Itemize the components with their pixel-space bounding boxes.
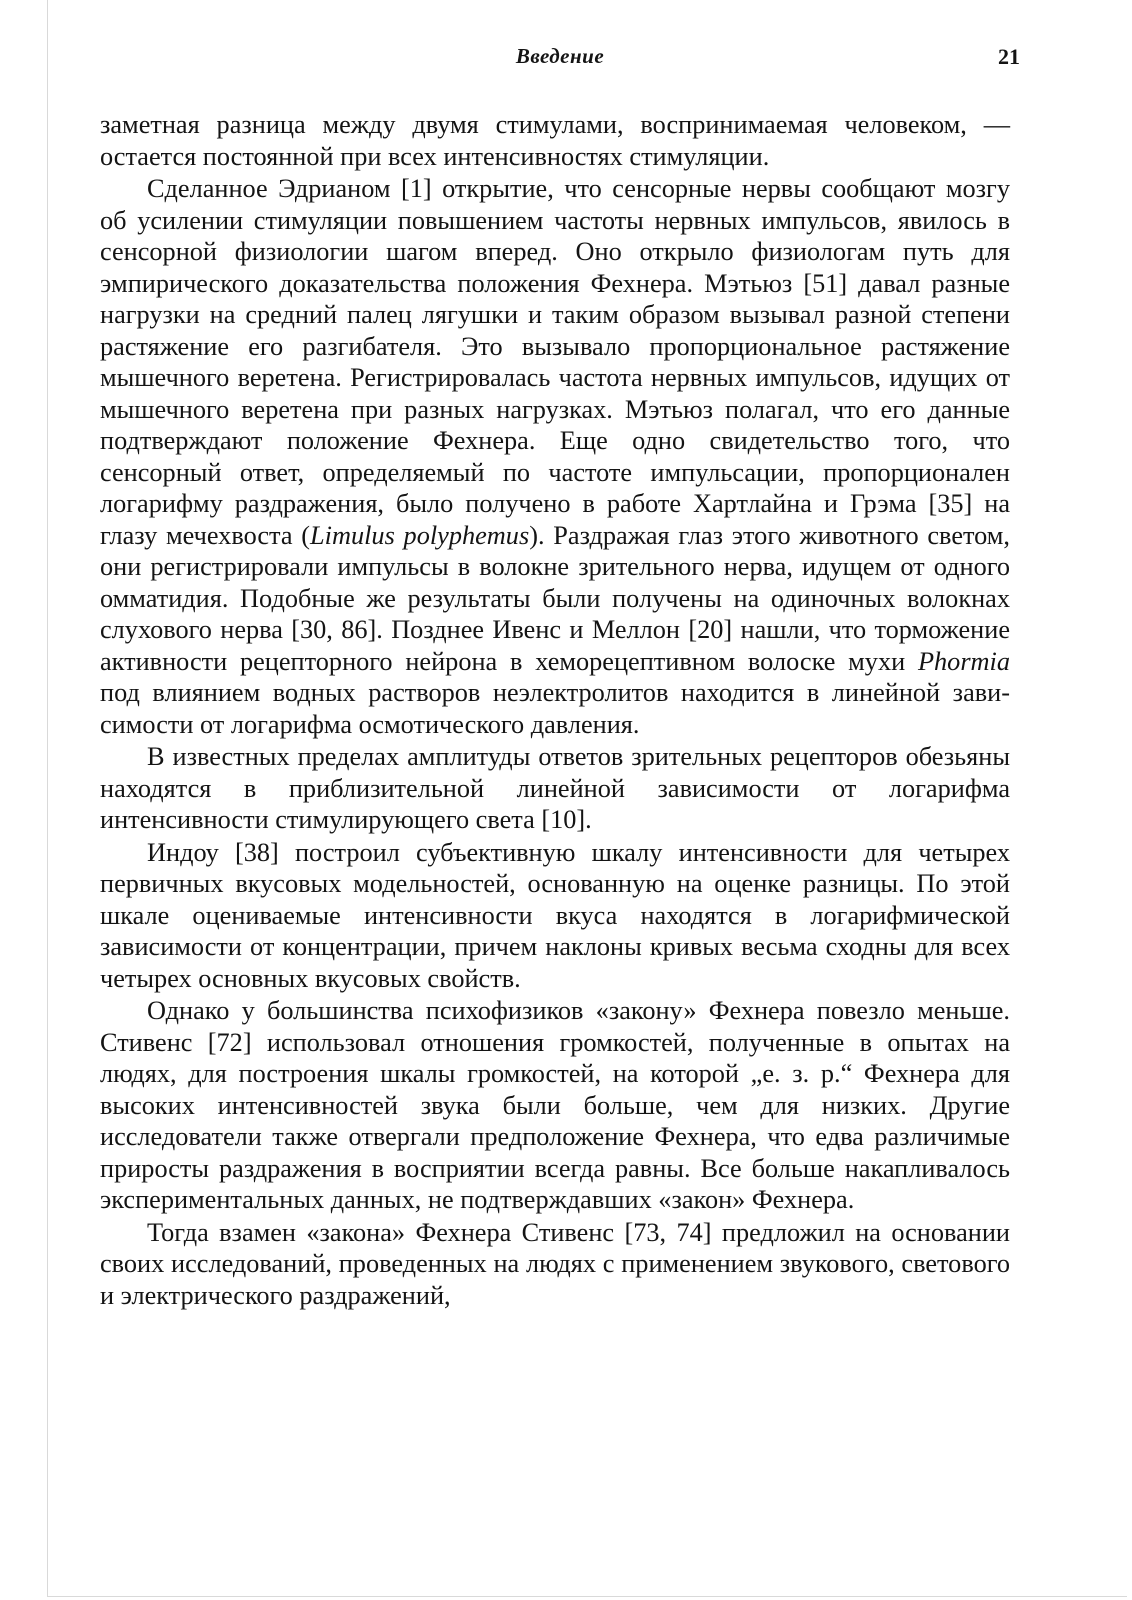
paragraph-psychophysicists: Однако у большинства психофизиков «закону» Фехнера повезло меньше. Стивенс [72] использовал отношения громкостей, полученные в опытах на людях, для построения шкалы громкостей, на которой „е. з. р.“ Фехнера для высоких интенсивностей звука были больше, чем для низких. Другие исследователи также отвергали предположение Фехнера, что едва различимые приросты раздражения в восприятии всегда равны. Все больше накапливалось экспериментальных данных, не подтверждавших «закон» Фехнера.	[100, 996, 1010, 1214]
section-title: Введение	[515, 44, 605, 68]
running-head	[100, 44, 1020, 74]
body-text	[100, 109, 1010, 1311]
paragraph-indow: Индоу [38] построил субъективную шкалу интенсивности для четырех первичных вкусовых модельностей, основанную на оценке разницы. По этой шкале оцениваемые интенсивности вкуса находятся в логарифмической зависимости от концентрации, причем наклоны кривых весьма сходны для всех четырех основных вкусовых свойств.	[100, 837, 1010, 993]
paragraph-adrian: Сделанное Эдрианом [1] открытие, что сенсорные нервы сообщают мозгу об усилении стимуляции повышением частоты нервных импульсов, явилось в сенсорной физиологии шагом вперед. Оно открыло физиологам путь для эмпирического доказательства положения Фехнера. Мэтьюз [51] давал разные нагрузки на средний палец лягушки и таким образом вызывал разной степени растяжение его разгибателя. Это вызывало пропорциональное растяжение мышечного веретена. Регистрировалась частота нервных импульсов, идущих от мышечного веретена при разных нагрузках. Мэтьюз полагал, что его данные подтверждают положение Фехнера. Еще одно свидетельство того, что сенсорный ответ, определяемый по частоте импульсации, пропорционален логарифму раздражения, было получено в работе Хартлайна и Грэма [35] на глазу мечехвоста (Limulus polyphemus). Раздражая глаз этого животного светом, они регистрировали импульсы в волокне зрительного нерва, идущем от одного омматидия. Подобные же результаты были получены на одиночных волокнах слухового нерва [30, 86]. Позднее Ивенс и Меллон [20] нашли, что торможение активности рецепторного нейрона в хеморецептивном волоске мухи Phormia под влиянием водных растворов неэлектролитов находится в линейной зависимости от логарифма осмотического давления.	[100, 174, 1010, 739]
page-number: 21	[998, 44, 1020, 69]
paragraph-monkey-receptors: В известных пределах амплитуды ответов зрительных рецепторов обезьяны находятся в приблизительной линейной зависимости от логарифма интенсивности стимулирующего света [10].	[100, 742, 1010, 834]
paragraph-stevens: Тогда взамен «закона» Фехнера Стивенс [73, 74] предложил на основании своих исследований, проведенных на людях с применением звукового, светового и электрического раздражений,	[100, 1217, 1010, 1310]
paragraph-continued: заметная разница между двумя стимулами, воспринимаемая человеком, — остается постоянной при всех интенсивностях стимуляции.	[100, 110, 1010, 171]
